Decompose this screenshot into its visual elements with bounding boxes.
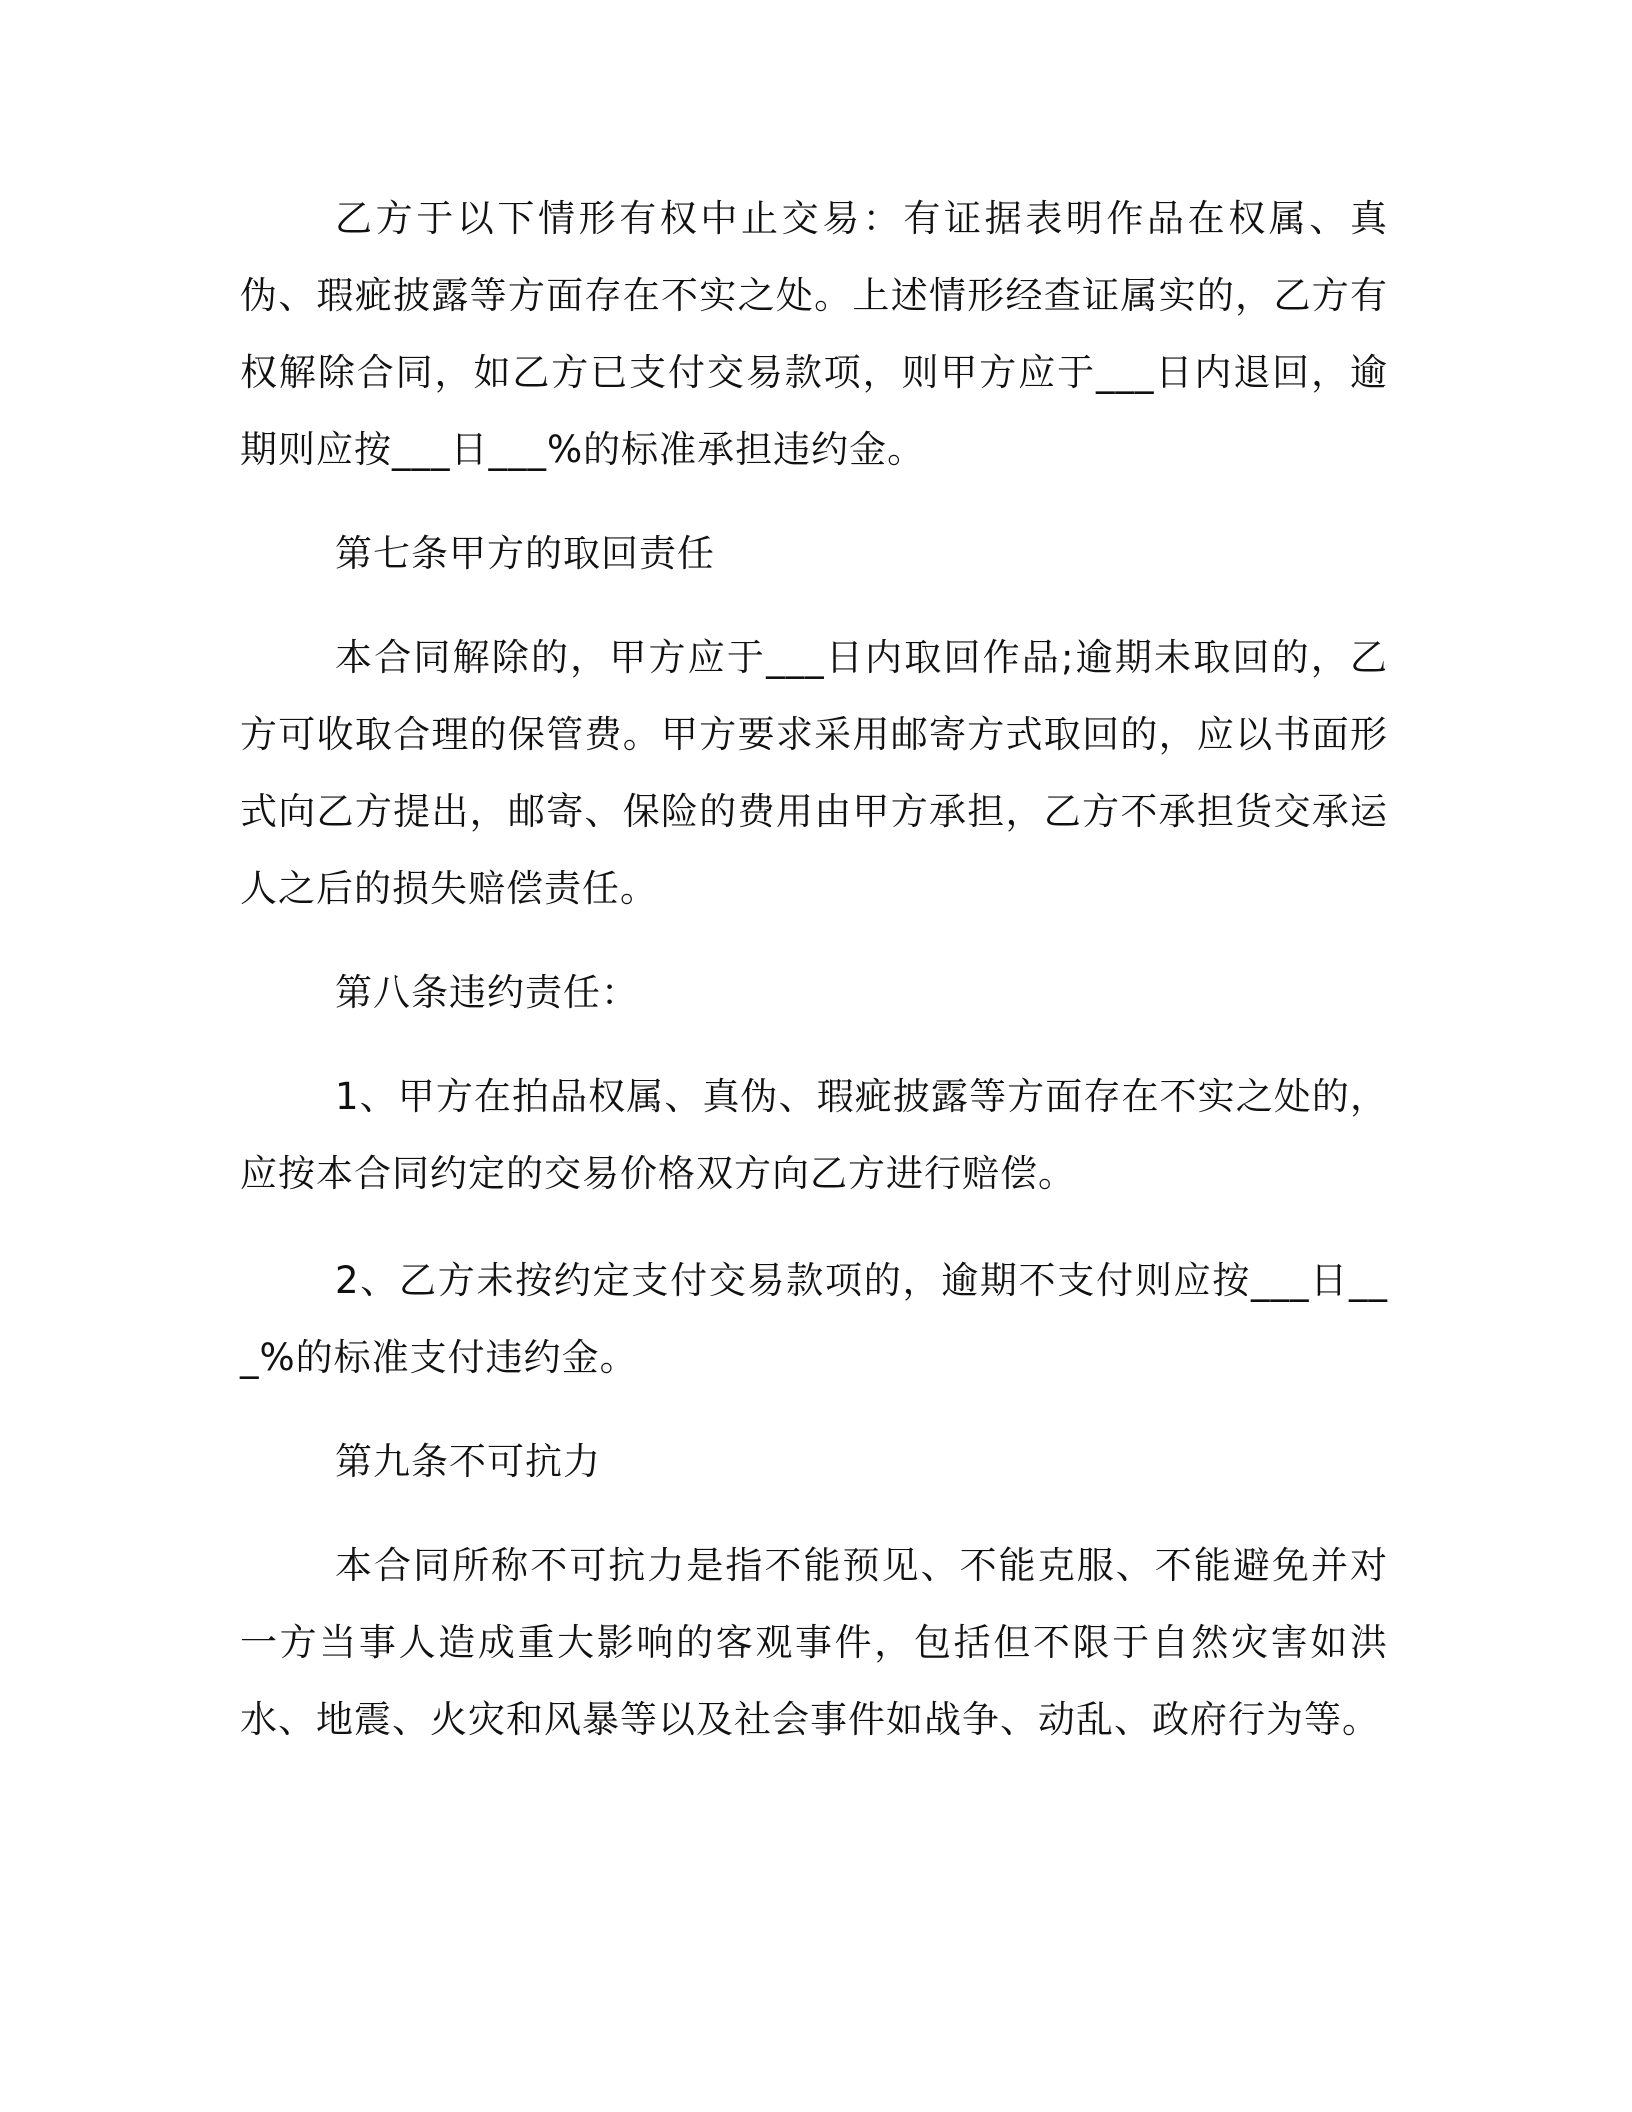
paragraph-liability-item-1: 1、甲方在拍品权属、真伪、瑕疵披露等方面存在不实之处的，应按本合同约定的交易价格双方向乙方进行赔偿。 — [240, 1075, 1388, 1195]
heading-article-7: 第七条甲方的取回责任 — [335, 532, 715, 575]
heading-article-8: 第八条违约责任： — [335, 971, 639, 1014]
spacer — [240, 1500, 1388, 1527]
spacer — [240, 927, 1388, 954]
paragraph-force-majeure: 本合同所称不可抗力是指不能预见、不能克服、不能避免并对一方当事人造成重大影响的客观事件，包括但不限于自然灾害如洪水、地震、火灾和风暴等以及社会事件如战争、动乱、政府行为等。 — [240, 1544, 1388, 1741]
spacer — [240, 1212, 1388, 1242]
document-body — [240, 180, 1388, 1758]
heading-article-9: 第九条不可抗力 — [335, 1440, 601, 1483]
paragraph-liability-item-2: 2、乙方未按约定支付交易款项的，逾期不支付则应按___日___%的标准支付违约金。 — [240, 1259, 1388, 1379]
spacer — [240, 1031, 1388, 1058]
spacer — [240, 1396, 1388, 1423]
paragraph-retrieval-responsibility: 本合同解除的，甲方应于___日内取回作品;逾期未取回的，乙方可收取合理的保管费。甲方要求采用邮寄方式取回的，应以书面形式向乙方提出，邮寄、保险的费用由甲方承担，乙方不承担货交承运人之后的损失赔偿责任。 — [240, 636, 1388, 910]
spacer — [240, 592, 1388, 619]
paragraph-termination-rights: 乙方于以下情形有权中止交易：有证据表明作品在权属、真伪、瑕疵披露等方面存在不实之处。上述情形经查证属实的，乙方有权解除合同，如乙方已支付交易款项，则甲方应于___日内退回，逾期则应按___日___%的标准承担违约金。 — [240, 197, 1388, 471]
spacer — [240, 488, 1388, 515]
